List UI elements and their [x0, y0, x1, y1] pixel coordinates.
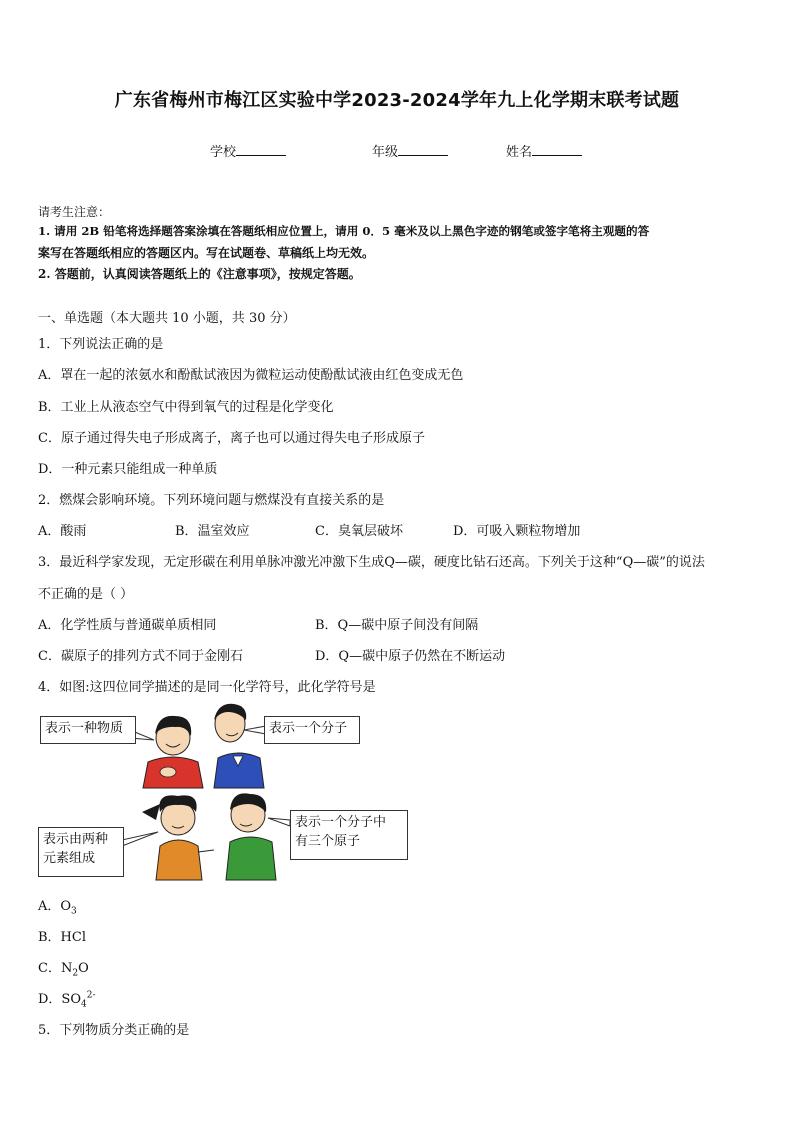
q3-stem-line1: 3．最近科学家发现，无定形碳在利用单脉冲激光冲激下生成Q—碳，硬度比钻石还高。下列关于这种“Q—碳”的说法: [38, 555, 705, 570]
grade-field: [372, 141, 448, 160]
q4-option-d-sup: 2-: [86, 990, 96, 1001]
speech-bubble-2: [264, 716, 360, 744]
speech-bubble-4: [290, 810, 408, 860]
q4-option-d-sub: 4: [81, 999, 87, 1010]
q4-option-d-text: D．SO: [38, 992, 81, 1007]
bubble3-line1: 表示由两种: [43, 832, 109, 847]
q4-option-a-text: A．O: [38, 899, 72, 914]
student-red-shirt: [143, 716, 203, 788]
notice-line1a: 1. 请用 2B 铅笔将选择题答案涂填在答题纸相应位置上，请用 0．5 毫米及以上黑色字迹的钢笔或签字笔将主观题的答: [38, 224, 650, 238]
grade-label: 年级: [372, 145, 399, 160]
q4-option-b: B．HCl: [38, 930, 86, 945]
q2-option-b: B．温室效应: [175, 524, 250, 539]
q4-illustration: [38, 700, 418, 885]
q4-option-a-sub: 3: [71, 906, 77, 917]
name-blank: [532, 143, 582, 156]
speech-bubble-3: [38, 827, 124, 877]
notice-line1b: 案写在答题纸相应的答题区内。写在试题卷、草稿纸上均无效。: [38, 246, 375, 260]
q3-stem-line2: 不正确的是（ ）: [38, 587, 134, 602]
q3-option-a: A．化学性质与普通碳单质相同: [38, 618, 217, 633]
school-label: 学校: [210, 145, 237, 160]
q2-option-c: C．臭氧层破坏: [315, 524, 403, 539]
bubble1-text: 表示一种物质: [45, 721, 124, 736]
q4-option-c-text: C．N: [38, 961, 73, 976]
q2-stem: 2．燃煤会影响环境。下列环境问题与燃煤没有直接关系的是: [38, 493, 385, 508]
q4-option-c: [38, 957, 89, 979]
q4-option-d: [38, 988, 96, 1010]
page-title: 广东省梅州市梅江区实验中学2023-2024学年九上化学期末联考试题: [114, 90, 680, 111]
bubble3-line2: 元素组成: [43, 851, 96, 866]
q1-option-d: D．一种元素只能组成一种单质: [38, 462, 218, 477]
q4-option-a: [38, 895, 77, 917]
school-field: [210, 141, 286, 160]
section-heading: 一、单选题（本大题共 10 小题，共 30 分）: [38, 311, 296, 326]
q5-stem: 5．下列物质分类正确的是: [38, 1023, 190, 1038]
q3-option-c: C．碳原子的排列方式不同于金刚石: [38, 649, 243, 664]
notice-line2: 2. 答题前，认真阅读答题纸上的《注意事项》，按规定答题。: [38, 267, 361, 281]
q3-option-b: B．Q—碳中原子间没有间隔: [315, 618, 479, 633]
q4-option-c-suffix: O: [78, 961, 89, 976]
q4-stem: 4．如图:这四位同学描述的是同一化学符号，此化学符号是: [38, 680, 376, 695]
q1-option-a: A．罩在一起的浓氨水和酚酞试液因为微粒运动使酚酞试液由红色变成无色: [38, 368, 464, 383]
student-green-shirt: [226, 793, 276, 880]
bubble4-line1: 表示一个分子中: [295, 815, 387, 830]
q1-stem: 1．下列说法正确的是: [38, 337, 164, 352]
name-label: 姓名: [506, 145, 533, 160]
notice-heading: 请考生注意：: [38, 205, 111, 219]
grade-blank: [398, 143, 448, 156]
q2-option-d: D．可吸入颗粒物增加: [453, 524, 581, 539]
q3-option-d: D．Q—碳中原子仍然在不断运动: [315, 649, 506, 664]
q1-option-b: B．工业上从液态空气中得到氧气的过程是化学变化: [38, 400, 334, 415]
student-blue-shirt: [214, 704, 264, 788]
q2-option-a: A．酸雨: [38, 524, 87, 539]
name-field: [506, 141, 582, 160]
bubble4-line2: 有三个原子: [295, 834, 361, 849]
q1-option-c: C．原子通过得失电子形成离子，离子也可以通过得失电子形成原子: [38, 431, 425, 446]
bubble2-text: 表示一个分子: [269, 721, 348, 736]
q4-option-c-sub: 2: [72, 968, 79, 979]
school-blank: [236, 143, 286, 156]
speech-bubble-1: [40, 716, 136, 744]
student-orange-shirt: [142, 795, 214, 880]
